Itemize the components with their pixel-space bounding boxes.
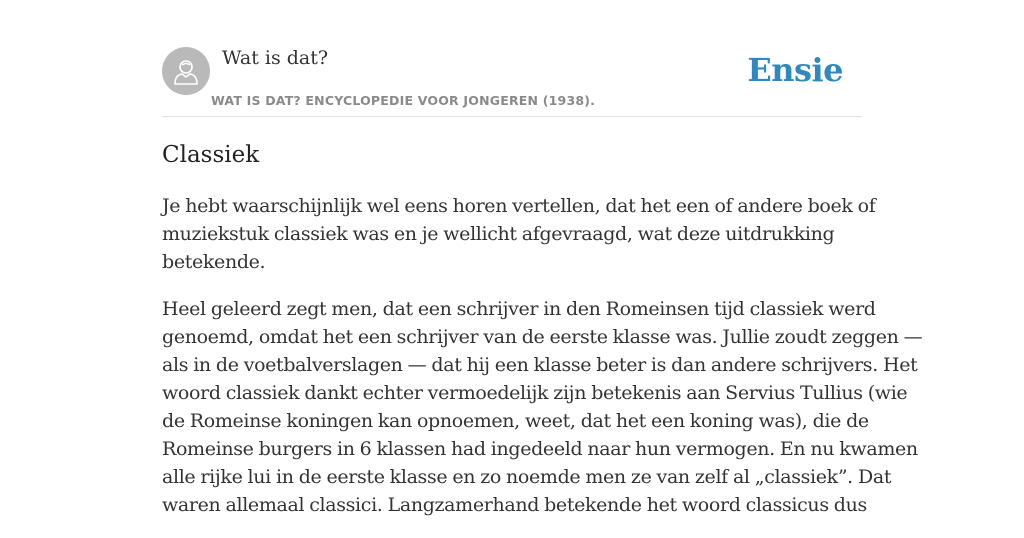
article-body: [162, 192, 923, 538]
paragraph-line: muziekstuk classiek was en je wellicht afgevraagd, wat deze uitdrukking: [162, 223, 835, 245]
user-avatar-icon[interactable]: [162, 47, 210, 95]
paragraph-line: Romeinse burgers in 6 klassen had ingedeeld naar hun vermogen. En nu kwamen: [162, 438, 918, 460]
person-outline-icon: [171, 56, 201, 86]
paragraph-line: betekende.: [162, 251, 266, 273]
paragraph-line: waren allemaal classici. Langzamerhand betekende het woord classicus dus: [162, 494, 867, 516]
edge-fade: [960, 400, 1024, 512]
paragraph-1: [162, 192, 876, 276]
paragraph-line: als in de voetbalverslagen — dat hij een klasse beter is dan andere schrijvers. Het: [162, 354, 918, 376]
paragraph-line: Heel geleerd zegt men, dat een schrijver in den Romeinsen tijd classiek werd: [162, 298, 876, 320]
article-page: [162, 0, 923, 516]
paragraph-line: de Romeinse koningen kan opnoemen, weet, dat het een koning was), die de: [162, 410, 869, 432]
source-subtitle: WAT IS DAT? ENCYCLOPEDIE VOOR JONGEREN (1938).: [211, 93, 596, 108]
paragraph-line: alle rijke lui in de eerste klasse en zo noemde men ze van zelf al „classiek”. Dat: [162, 466, 892, 488]
paragraph-line: woord classiek dankt echter vermoedelijk zijn betekenis aan Servius Tullius (wie: [162, 382, 908, 404]
paragraph-line: Je hebt waarschijnlijk wel eens horen vertellen, dat het een of andere boek of: [162, 195, 876, 217]
ensie-logo[interactable]: Ensie: [747, 51, 843, 89]
source-title-link[interactable]: Wat is dat?: [222, 47, 329, 69]
article-title: Classiek: [162, 142, 260, 168]
paragraph-line: genoemd, omdat het een schrijver van de eerste klasse was. Jullie zoudt zeggen —: [162, 326, 923, 348]
source-header: [162, 0, 862, 117]
paragraph-2: [162, 295, 923, 519]
